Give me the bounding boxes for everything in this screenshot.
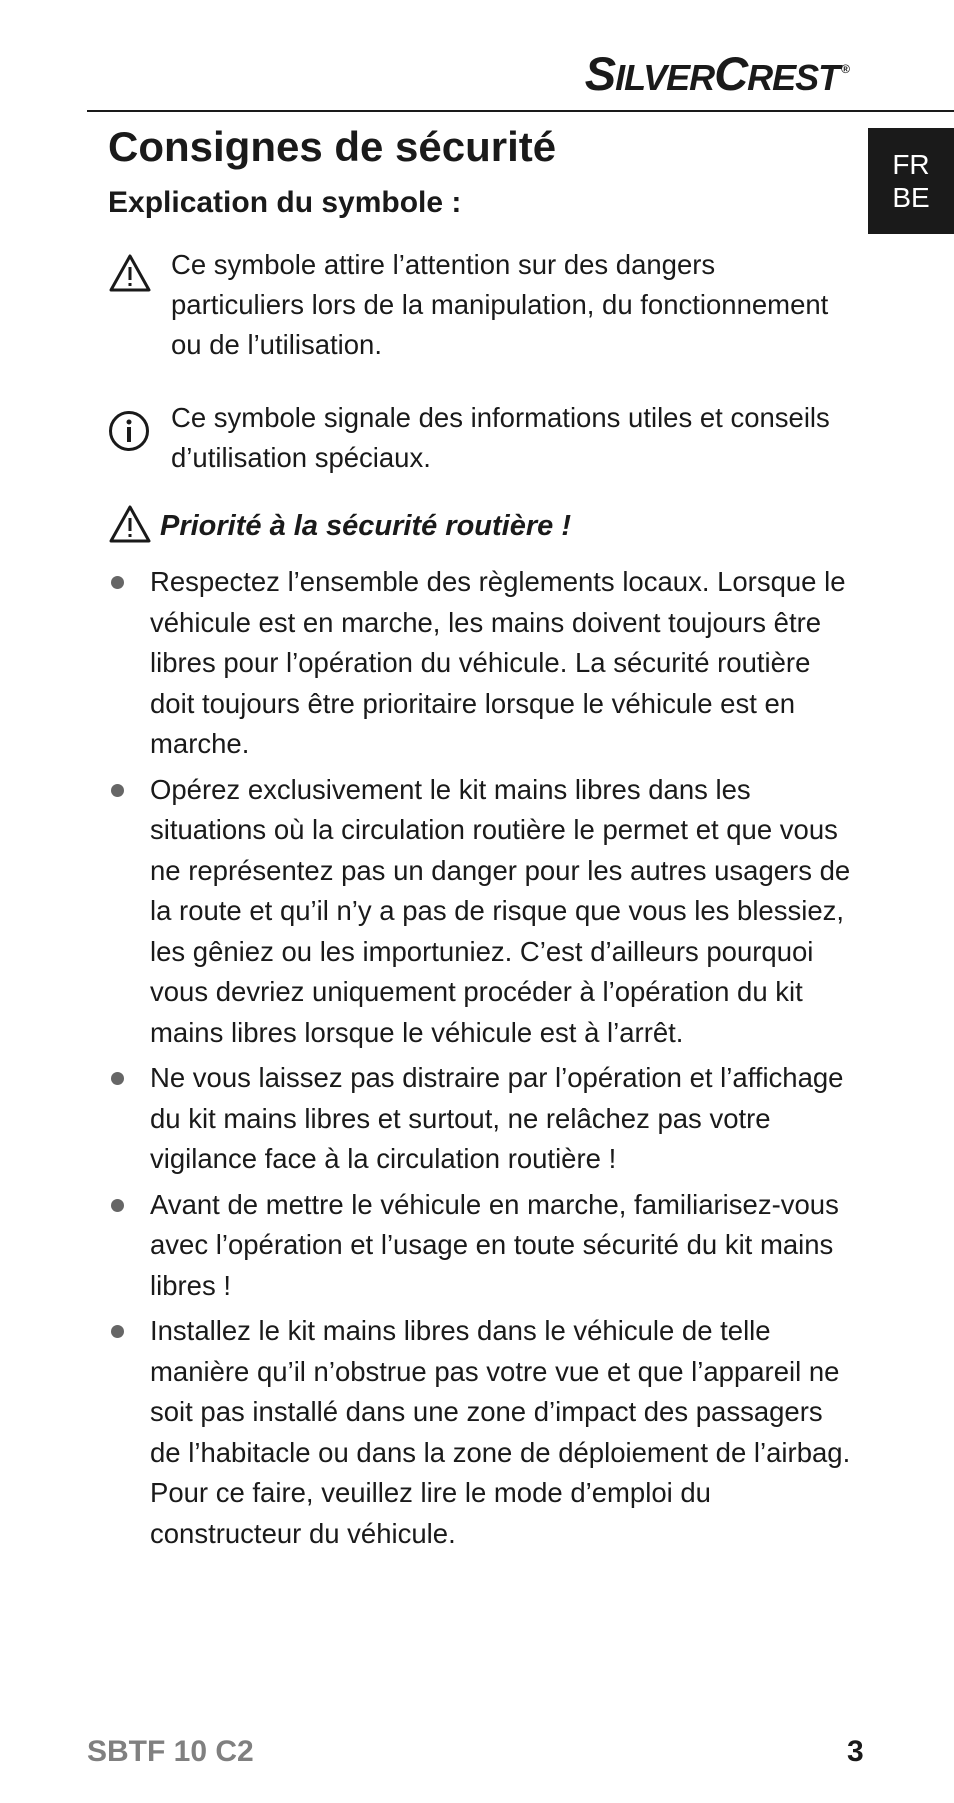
lang-be: BE [892, 182, 930, 213]
info-circle-icon [108, 410, 150, 457]
bullet-dot-icon [111, 576, 124, 589]
bullet-text: Installez le kit mains libres dans le véhicule de telle manière qu’il n’obstrue pas votre vue et que l’appareil ne soit pas installé dans une zone d’impact des passagers de l’habitacle ou dans la zone de déploiement de l’airbag. Pour ce faire, veuillez lire le mode d’emploi du constructeur du véhicule. [150, 1315, 851, 1549]
lang-fr: FR [892, 149, 930, 180]
footer-model-number: SBTF 10 C2 [87, 1735, 254, 1768]
registered-mark: ® [841, 62, 849, 77]
warning-triangle-icon [108, 504, 152, 549]
list-item [108, 770, 860, 1054]
priority-heading-row [108, 502, 571, 550]
bullet-text: Ne vous laissez pas distraire par l’opération et l’affichage du kit mains libres et surtout, ne relâchez pas votre vigilance face à la circulation routière ! [150, 1062, 844, 1174]
page-number: 3 [847, 1735, 864, 1768]
warning-triangle-icon [108, 253, 152, 298]
priority-heading: Priorité à la sécurité routière ! [160, 509, 571, 542]
list-item [108, 1058, 860, 1180]
symbol-explanation-info [108, 398, 853, 478]
bullet-dot-icon [111, 1199, 124, 1212]
symbol-explanation-warning [108, 245, 853, 365]
page-title: Consignes de sécurité [108, 123, 557, 170]
brand-letter: S [584, 47, 616, 100]
bullet-dot-icon [111, 784, 124, 797]
list-item [108, 1311, 860, 1554]
list-item [108, 562, 860, 765]
list-item [108, 1185, 860, 1307]
bullet-text: Avant de mettre le véhicule en marche, familiarisez-vous avec l’opération et l’usage en toute sécurité du kit mains libres ! [150, 1188, 839, 1301]
bullet-text: Opérez exclusivement le kit mains libres dans les situations où la circulation routière le permet et que vous ne représentez pas un danger pour les autres usagers de la route et qu’il n’y a pas de risque que vous les blessiez, les gêniez ou les importuniez. C’est d’ailleurs pourquoi vous devriez uniquement procéder à l’opération du kit mains libres lorsque le véhicule est à l’arrêt. [150, 773, 851, 1048]
language-tab [868, 128, 954, 234]
section-subtitle: Explication du symbole : [108, 186, 462, 219]
brand-letter: C [714, 47, 748, 100]
bullet-dot-icon [111, 1072, 124, 1085]
bullet-text: Respectez l’ensemble des règlements locaux. Lorsque le véhicule est en marche, les mains doivent toujours être libres pour l’opération du véhicule. La sécurité routière doit toujours être prioritaire lorsque le véhicule est en marche. [150, 566, 846, 759]
safety-bullet-list [108, 562, 860, 1559]
brand-letters: ILVER [615, 57, 715, 98]
symbol-description: Ce symbole signale des informations utiles et conseils d’utilisation spéciaux. [171, 402, 830, 473]
symbol-description: Ce symbole attire l’attention sur des dangers particuliers lors de la manipulation, du fonctionnement ou de l’utilisation. [171, 249, 829, 360]
brand-letters: REST [747, 57, 840, 98]
brand-logo [584, 47, 849, 100]
header-rule [87, 110, 954, 112]
bullet-dot-icon [111, 1325, 124, 1338]
